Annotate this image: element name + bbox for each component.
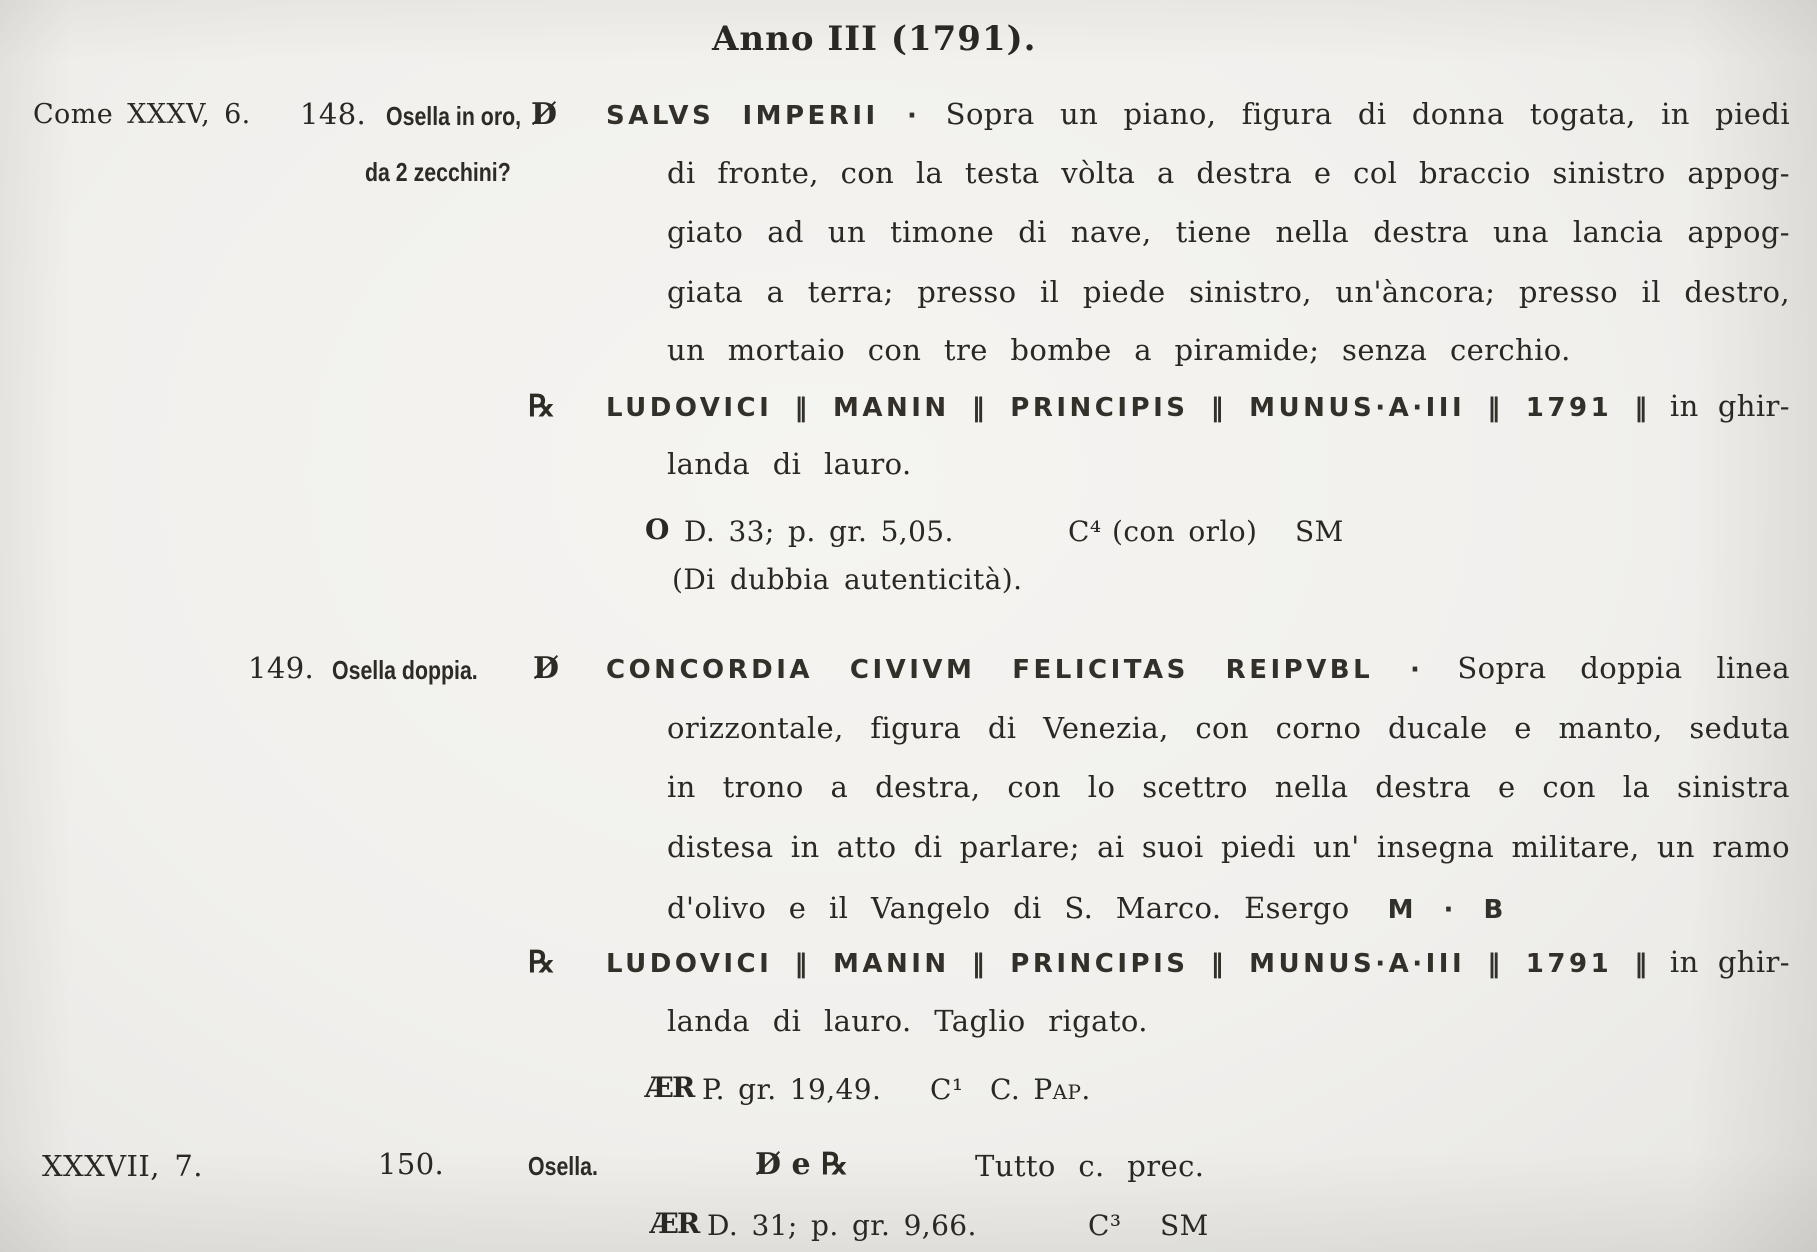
rarity-grade: C¹ (930, 1073, 964, 1106)
metal-symbol: O (645, 513, 668, 546)
entry-148-reference: Come XXXV, 6. (33, 99, 251, 130)
obverse-reverse-marks: D̸ e ℞ (755, 1147, 848, 1182)
obverse-line-1 (606, 96, 1790, 133)
obverse-line-4: giata a terra; presso il piede sinistro, un'àncora; presso il destro, (667, 275, 1790, 309)
dimensions-weight: D. 33; p. gr. 5,05. (684, 515, 954, 548)
obverse-text: Sopra doppia linea (1457, 651, 1790, 685)
obverse-line-2: orizzontale, figura di Venezia, con corno ducale e manto, seduta (667, 711, 1790, 745)
collection-mark: SM (1295, 515, 1344, 548)
rarity-grade: C⁴ (1068, 515, 1102, 548)
obverse-line-3: giato ad un timone di nave, tiene nella destra una lancia appog- (667, 215, 1790, 249)
obverse-line-2: di fronte, con la testa vòlta a destra e col braccio sinistro appog- (667, 156, 1790, 190)
obverse-line-3: in trono a destra, con lo scettro nella destra e con la sinistra (667, 770, 1790, 804)
obverse-text: Sopra un piano, figura di donna togata, in piedi (945, 97, 1791, 131)
reverse-line-2: landa di lauro. (667, 447, 912, 481)
collection-mark: C. Pap. (990, 1073, 1091, 1106)
metal-symbol: ÆR (645, 1071, 694, 1104)
dimensions-weight: D. 31; p. gr. 9,66. (707, 1209, 977, 1242)
rarity-grade: C³ (1088, 1209, 1122, 1242)
dimensions-weight: P. gr. 19,49. (702, 1073, 882, 1106)
exergue-mark: M · B (1387, 895, 1508, 925)
page-title: Anno III (1791). (712, 19, 1037, 59)
collection-mark: SM (1160, 1209, 1209, 1242)
reverse-line-1 (606, 388, 1790, 425)
reverse-mark: ℞ (528, 945, 555, 980)
obverse-line-5: un mortaio con tre bombe a piramide; senza cerchio. (667, 333, 1571, 367)
reverse-text: in ghir- (1669, 945, 1790, 979)
entry-148-coin-name-line2: da 2 zecchini? (365, 157, 511, 187)
entry-150-coin-name: Osella. (528, 1151, 598, 1181)
metal-symbol: ÆR (650, 1207, 699, 1240)
reverse-line-1 (606, 944, 1790, 981)
entry-150-description: Tutto c. prec. (975, 1149, 1205, 1183)
entry-150-number: 150. (378, 1147, 445, 1181)
entry-149-number: 149. (248, 651, 315, 685)
obverse-line-5: d'olivo e il Vangelo di S. Marco. Esergo M · B (667, 891, 1508, 925)
entry-148-coin-name: Osella in oro, (386, 101, 522, 131)
obverse-line-4: distesa in atto di parlare; ai suoi piedi un' insegna militare, un ramo (667, 830, 1790, 864)
reverse-text: in ghir- (1669, 389, 1790, 423)
authenticity-note: (Di dubbia autenticità). (672, 563, 1023, 596)
grade-note: (con orlo) (1112, 515, 1258, 548)
reverse-legend: LUDOVICI ‖ MANIN ‖ PRINCIPIS ‖ MUNUS·A·III ‖ 1791 ‖ (606, 393, 1651, 423)
entry-148-number: 148. (300, 97, 367, 131)
obverse-line-1 (606, 650, 1790, 687)
entry-150-reference: XXXVII, 7. (42, 1149, 203, 1183)
reverse-legend: LUDOVICI ‖ MANIN ‖ PRINCIPIS ‖ MUNUS·A·III ‖ 1791 ‖ (606, 949, 1651, 979)
obverse-mark: D̸ (531, 97, 558, 132)
reverse-mark: ℞ (528, 389, 555, 424)
reverse-line-2: landa di lauro. Taglio rigato. (667, 1004, 1148, 1038)
obverse-legend: CONCORDIA CIVIVM FELICITAS REIPVBL · (606, 655, 1424, 685)
entry-149-coin-name: Osella doppia. (332, 655, 478, 685)
obverse-legend: SALVS IMPERII · (606, 101, 921, 131)
obverse-mark: D̸ (533, 651, 560, 686)
